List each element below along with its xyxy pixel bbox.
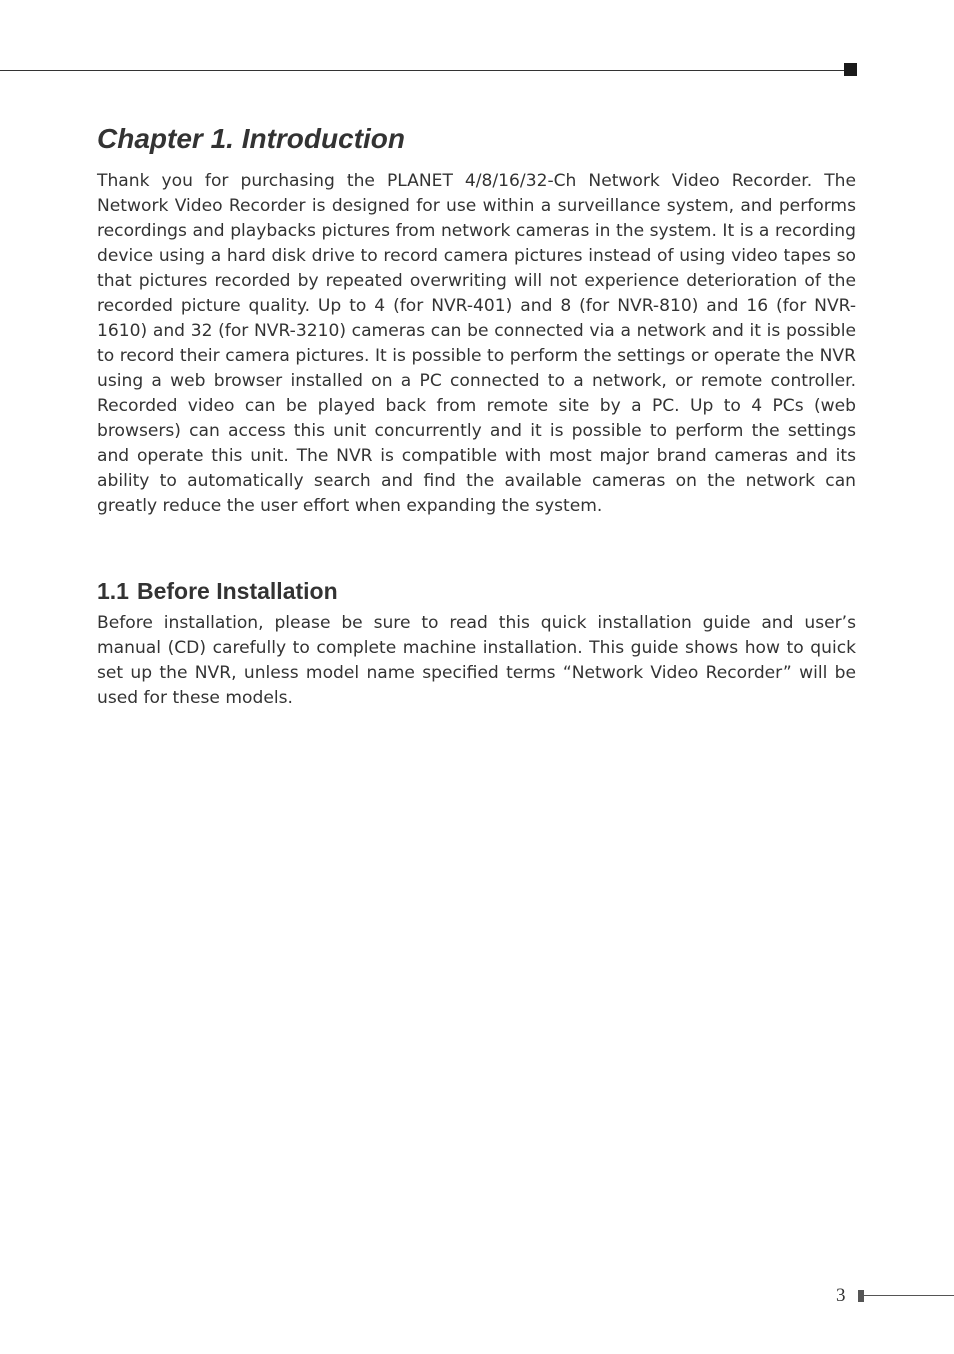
- section-paragraph: Before installation, please be sure to read this quick installation guide and user’s manual (CD) carefully to complete machine installation. This guide shows how to quick set up the NVR, unless model name specified terms “Network Video Recorder” will be used for these models.: [97, 613, 856, 708]
- page-content: [97, 118, 856, 711]
- footer-block-marker: [858, 1290, 864, 1302]
- header-square-marker: [844, 63, 857, 76]
- footer-rule: [864, 1295, 954, 1296]
- section-title: Before Installation: [136, 578, 338, 604]
- section-heading: [97, 575, 856, 607]
- page-number: 3: [836, 1285, 846, 1306]
- chapter-intro-paragraph: Thank you for purchasing the PLANET 4/8/16/32-Ch Network Video Recorder. The Network Video Recorder is designed for use within a surveillance system, and performs recordings and playbacks pictures from network cameras in the system. It is a recording device using a hard disk drive to record camera pictures instead of using video tapes so that pictures recorded by repeated overwriting will not experience deterioration of the recorded picture quality. Up to 4 (for NVR-401) and 8 (for NVR-810) and 16 (for NVR-1610) and 32 (for NVR-3210) cameras can be connected via a network and it is possible to record their camera pictures. It is possible to perform the settings or operate the NVR using a web browser installed on a PC connected to a network, or remote controller. Recorded video can be played back from remote site by a PC. Up to 4 PCs (web browsers) can access this unit concurrently and it is possible to perform the settings and operate this unit. The NVR is compatible with most major brand cameras and its ability to automatically search and find the available cameras on the network can greatly reduce the user effort when expanding the system.: [97, 171, 856, 516]
- section-number: 1.1: [97, 578, 129, 604]
- chapter-title: Chapter 1. Introduction: [97, 123, 405, 154]
- header-rule: [0, 70, 846, 71]
